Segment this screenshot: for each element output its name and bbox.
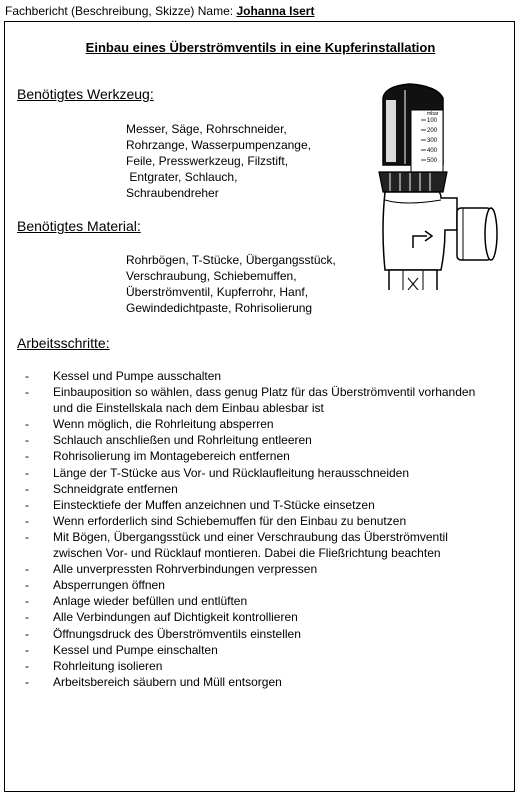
step-text: Länge der T-Stücke aus Vor- und Rücklaufleitung herausschneiden (53, 465, 410, 480)
bullet-dash: - (25, 626, 29, 641)
bullet-dash: - (25, 465, 29, 480)
step-text: Einstecktiefe der Muffen anzeichnen und T-Stücke einsetzen (53, 497, 375, 512)
step-text: Absperrungen öffnen (53, 578, 165, 593)
bullet-dash: - (25, 578, 29, 593)
step-text: Mit Bögen, Übergangsstück und einer Verschraubung das Überströmventil (53, 529, 448, 544)
step-text: Wenn erforderlich sind Schiebemuffen für den Einbau zu benutzen (53, 513, 407, 528)
material-list (126, 252, 336, 316)
bullet-dash: - (25, 562, 29, 577)
list-item (25, 674, 500, 690)
tools-line: Entgrater, Schlauch, (126, 170, 238, 184)
valve-scale-label: 300 (427, 138, 438, 144)
author-name: Johanna Isert (236, 4, 315, 18)
step-text: Arbeitsbereich säubern und Müll entsorgen (53, 674, 282, 689)
list-item (25, 432, 500, 448)
bullet-dash: - (25, 610, 29, 625)
list-item (25, 416, 500, 432)
steps-heading: Arbeitsschritte: (17, 335, 110, 351)
valve-scale-label: 500 (427, 158, 438, 164)
list-item (25, 448, 500, 464)
tools-list (126, 121, 311, 201)
material-line: Verschraubung, Schiebemuffen, (126, 269, 297, 283)
tools-line: Messer, Säge, Rohrschneider, (126, 122, 287, 136)
page-title: Einbau eines Überströmventils in eine Kupferinstallation (85, 40, 436, 55)
content-frame (4, 21, 515, 792)
material-heading: Benötigtes Material: (17, 218, 141, 234)
step-text: Schneidgrate entfernen (53, 481, 178, 496)
bullet-dash: - (25, 417, 29, 432)
material-line: Überströmventil, Kupferrohr, Hanf, (126, 285, 309, 299)
list-item (25, 513, 500, 529)
list-item (25, 497, 500, 513)
valve-scale-label: 400 (427, 148, 438, 154)
step-text: Einbauposition so wählen, dass genug Platz für das Überströmventil vorhanden (53, 385, 476, 400)
step-text: Alle unverpressten Rohrverbindungen verpressen (53, 562, 318, 577)
bullet-dash: - (25, 529, 29, 544)
list-item (25, 658, 500, 674)
bullet-dash: - (25, 513, 29, 528)
valve-scale-unit: mbar (427, 111, 439, 117)
list-item (25, 465, 500, 481)
bullet-dash: - (25, 369, 29, 383)
list-item (25, 529, 500, 561)
list-item (25, 642, 500, 658)
header-prefix: Fachbericht (Beschreibung, Skizze) Name: (5, 4, 234, 18)
step-text: Kessel und Pumpe einschalten (53, 642, 218, 657)
bullet-dash: - (25, 433, 29, 448)
steps-list (25, 368, 500, 690)
document-header (5, 4, 314, 18)
step-text: Alle Verbindungen auf Dichtigkeit kontrollieren (53, 610, 298, 625)
step-text: Rohrisolierung im Montagebereich entfernen (53, 449, 290, 464)
list-item (25, 577, 500, 593)
list-item (25, 593, 500, 609)
step-text: Schlauch anschließen und Rohrleitung entleeren (53, 433, 312, 448)
material-line: Gewindedichtpaste, Rohrisolierung (126, 301, 313, 315)
step-text: Öffnungsdruck des Überströmventils einstellen (53, 626, 301, 641)
list-item (25, 626, 500, 642)
bullet-dash: - (25, 497, 29, 512)
tools-line: Feile, Presswerkzeug, Filzstift, (126, 154, 289, 168)
step-text: Kessel und Pumpe ausschalten (53, 369, 222, 383)
list-item (25, 609, 500, 625)
bullet-dash: - (25, 481, 29, 496)
list-item (25, 368, 500, 384)
step-text: Wenn möglich, die Rohrleitung absperren (53, 417, 274, 432)
valve-scale-label: 100 (427, 118, 438, 124)
list-item (25, 384, 500, 416)
list-item (25, 481, 500, 497)
step-text: Anlage wieder befüllen und entlüften (53, 594, 248, 609)
bullet-dash: - (25, 385, 29, 400)
bullet-dash: - (25, 594, 29, 609)
valve-scale-label: 200 (427, 128, 438, 134)
bullet-dash: - (25, 449, 29, 464)
list-item (25, 561, 500, 577)
step-text-continued: zwischen Vor- und Rücklauf montieren. Dabei die Fließrichtung beachten (53, 546, 441, 561)
material-line: Rohrbögen, T-Stücke, Übergangsstück, (126, 253, 336, 267)
overflow-valve-illustration (345, 80, 500, 290)
tools-heading: Benötigtes Werkzeug: (17, 86, 154, 102)
bullet-dash: - (25, 658, 29, 673)
bullet-dash: - (25, 674, 29, 689)
bullet-dash: - (25, 642, 29, 657)
step-text: Rohrleitung isolieren (53, 658, 163, 673)
tools-line: Rohrzange, Wasserpumpenzange, (126, 138, 311, 152)
step-text-continued: und die Einstellskala nach dem Einbau ablesbar ist (53, 401, 324, 416)
tools-line: Schraubendreher (126, 186, 219, 200)
